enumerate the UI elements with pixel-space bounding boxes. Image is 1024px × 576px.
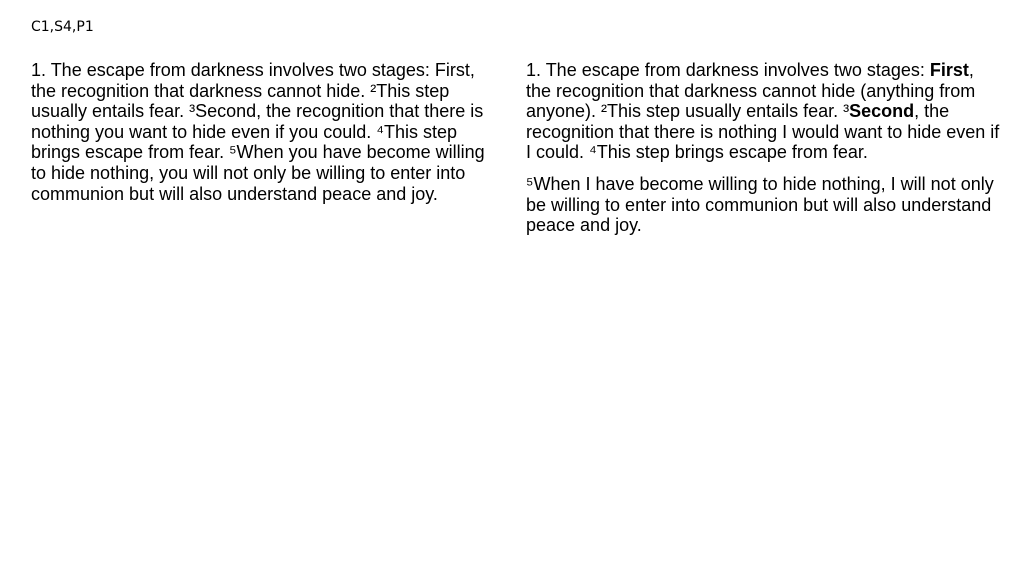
- personalized-text-column: [526, 60, 1002, 236]
- slide-label: C1,S4,P1: [31, 19, 94, 35]
- first-stage-text: , the recognition that darkness cannot hide (anything from anyone). ²This step usually entails fear. ³: [526, 60, 976, 122]
- personalized-paragraph-1: [526, 60, 1002, 163]
- second-stage-text: , the recognition that there is nothing I would want to hide even if I could. ⁴This step brings escape from fear.: [526, 101, 1000, 163]
- original-text-column: [31, 60, 499, 204]
- paragraph-intro: 1. The escape from darkness involves two stages:: [526, 60, 930, 80]
- first-label: First: [929, 60, 969, 80]
- personalized-paragraph-2: ⁵When I have become willing to hide nothing, I will not only be willing to enter into communion but will also understand peace and joy.: [526, 173, 994, 236]
- original-paragraph: 1. The escape from darkness involves two stages: First, the recognition that darkness cannot hide. ²This step usually entails fear. ³Second, the recognition that there is nothing you want to hide even if you could. ⁴This step brings escape from fear. ⁵When you have become willing to hide nothing, you will not only be willing to enter into communion but will also understand peace and joy.: [31, 60, 485, 204]
- second-label: Second: [849, 101, 915, 122]
